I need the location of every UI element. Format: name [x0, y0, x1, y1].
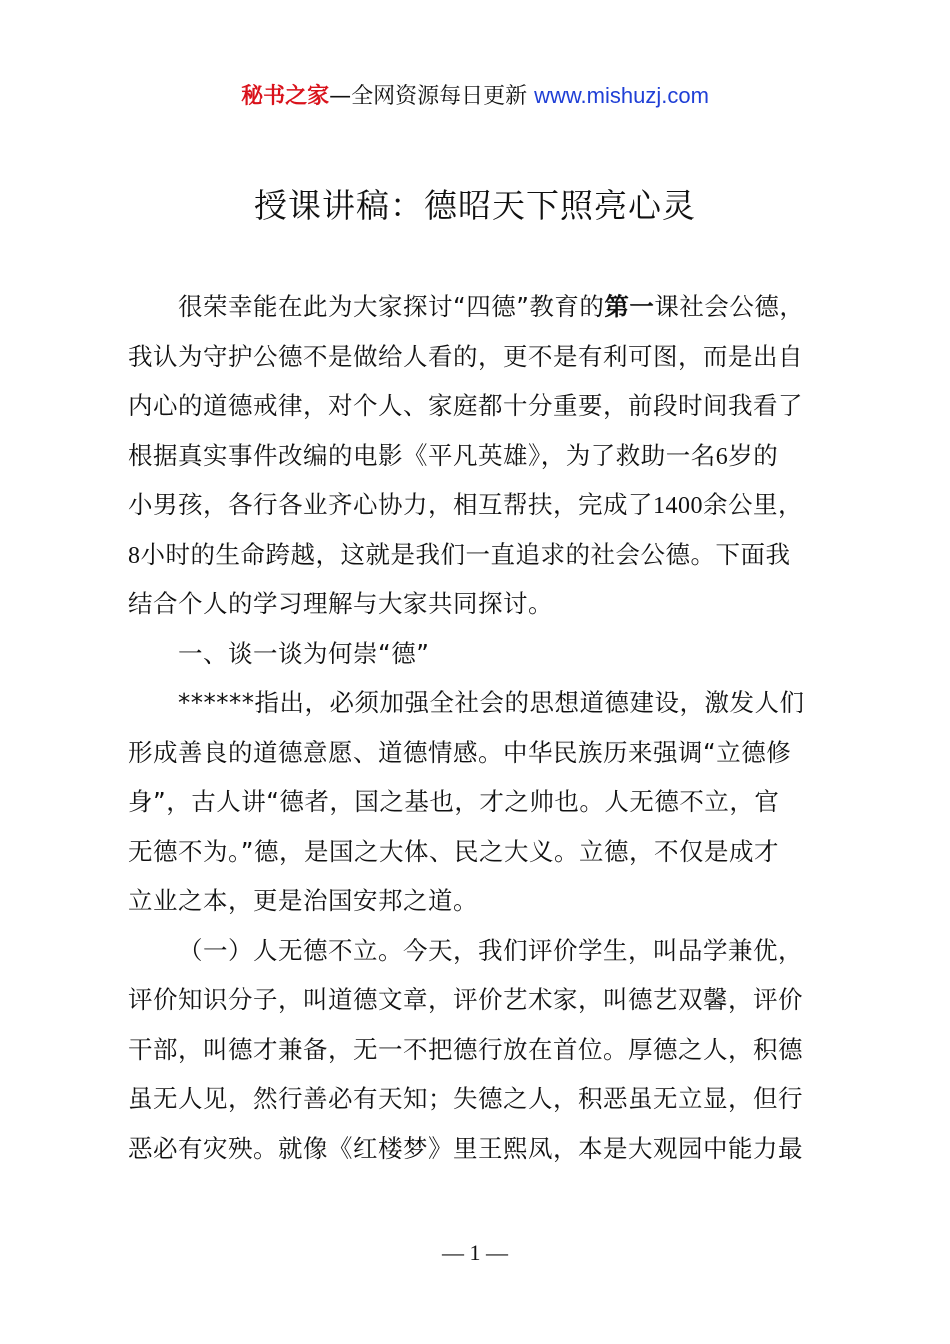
site-url-link[interactable]: www.mishuzj.com	[534, 83, 709, 108]
document-body	[128, 282, 854, 1173]
text-line: 评价知识分子，叫道德文章，评价艺术家，叫德艺双馨，评价	[128, 985, 803, 1014]
document-title: 授课讲稿：德昭天下照亮心灵	[254, 186, 696, 225]
text-line: 我认为守护公德不是做给人看的，更不是有利可图，而是出自	[128, 341, 803, 371]
page-number: — 1 —	[442, 1240, 508, 1265]
text-line: 结合个人的学习理解与大家共同探讨。	[128, 589, 553, 618]
text-line: 身”，古人讲“德者，国之基也，才之帅也。人无德不立，官	[128, 787, 780, 816]
text-line: 根据真实事件改编的电影《平凡英雄》，为了救助一名6岁的	[128, 440, 779, 470]
text-line: 形成善良的道德意愿、道德情感。中华民族历来强调“立德修	[128, 737, 792, 767]
text-line: 立业之本，更是治国安邦之道。	[128, 886, 478, 915]
site-header	[0, 80, 950, 113]
site-brand: 秘书之家	[241, 84, 330, 109]
text-line: 虽无人见，然行善必有天知；失德之人，积恶虽无立显，但行	[128, 1084, 803, 1113]
text-line: 无德不为。”德，是国之大体、民之大义。立德，不仅是成才	[128, 836, 779, 866]
section-heading: 一、谈一谈为何崇“德”	[178, 638, 430, 668]
text-line: ******指出，必须加强全社会的思想道德建设，激发人们	[178, 688, 805, 717]
text-line: 小男孩，各行各业齐心协力，相互帮扶，完成了1400余公里，	[128, 490, 803, 519]
text-line: 8小时的生命跨越，这就是我们一直追求的社会公德。下面我	[128, 539, 791, 569]
bold-text: 第一	[604, 292, 655, 321]
text-line: （一）人无德不立。今天，我们评价学生，叫品学兼优，	[178, 935, 803, 965]
text-line: 恶必有灾殃。就像《红楼梦》里王熙凤，本是大观园中能力最	[128, 1133, 803, 1163]
site-slogan: —全网资源每日更新	[329, 84, 535, 109]
text-line: 内心的道德戒律，对个人、家庭都十分重要，前段时间我看了	[128, 391, 803, 420]
text-line: 很荣幸能在此为大家探讨“四德”教育的第一课社会公德，	[178, 292, 805, 321]
text-line: 干部，叫德才兼备，无一不把德行放在首位。厚德之人，积德	[128, 1034, 803, 1064]
